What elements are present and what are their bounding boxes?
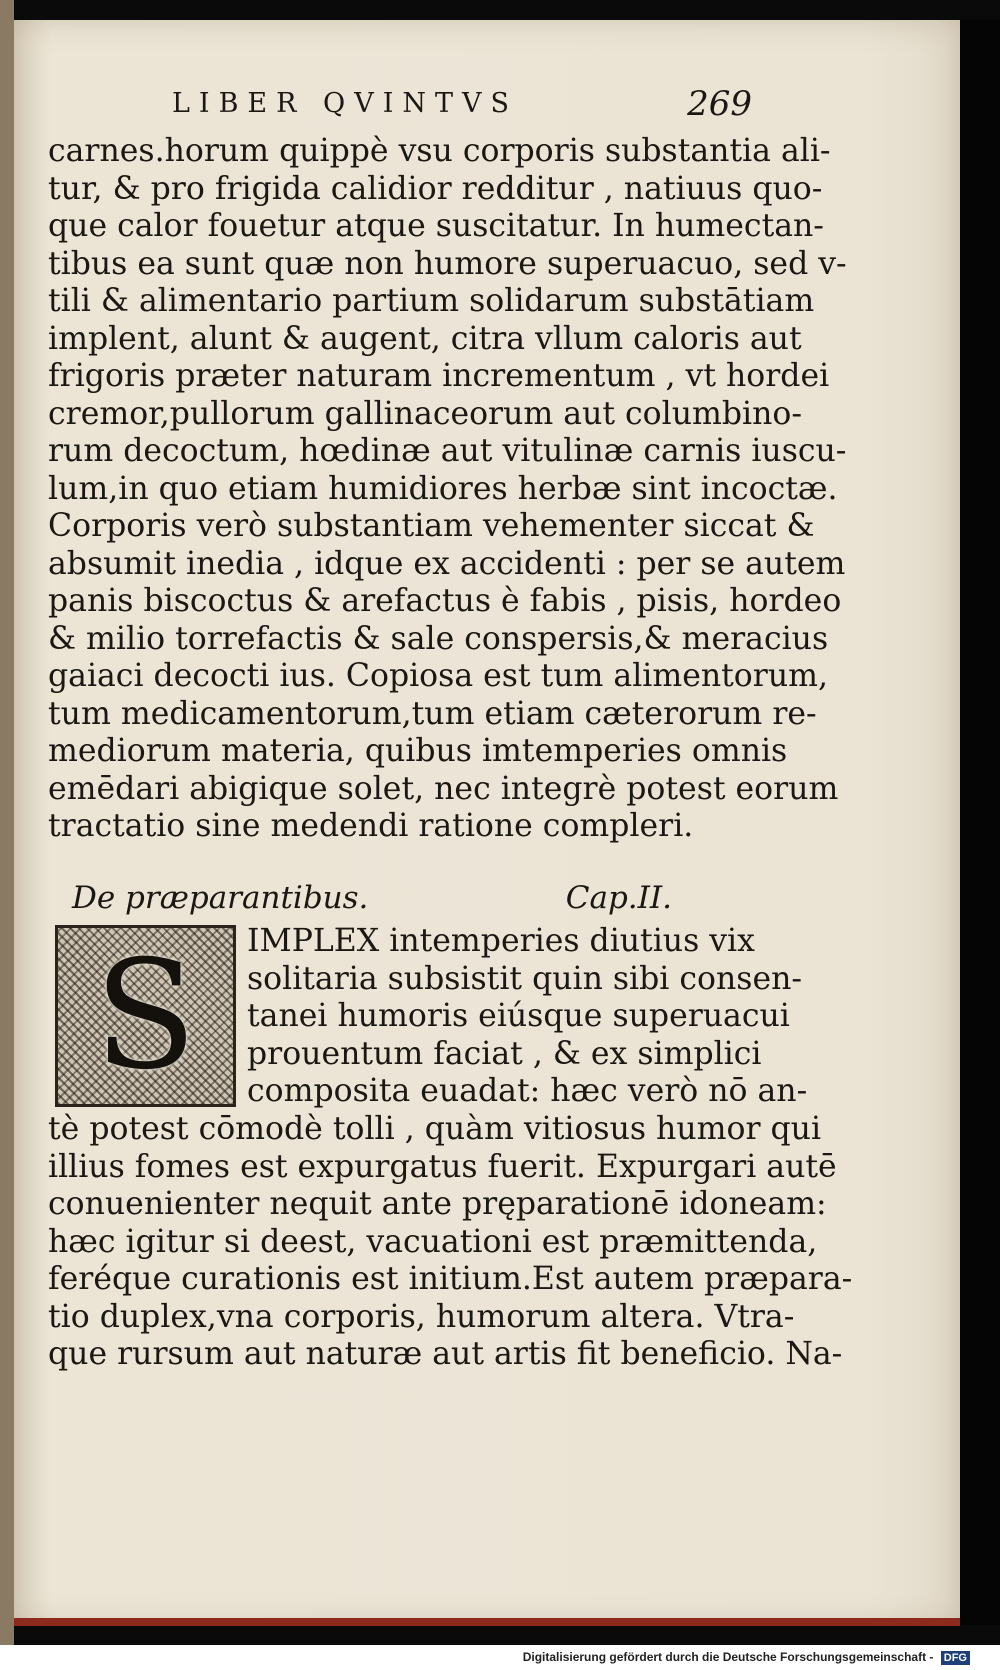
text-line: tè potest cōmodè tolli , quàm vitiosus humor qui <box>48 1111 822 1147</box>
text-line: tibus ea sunt quæ non humore superuacuo, sed v- <box>48 245 847 282</box>
text-line: panis biscoctus & arefactus è fabis , pisis, hordeo <box>48 583 842 619</box>
chapter-title: De præparantibus. <box>72 880 369 916</box>
text-line: prouentum faciat , & ex simplici <box>247 1035 762 1072</box>
text-line: tanei humoris eiúsque superuacui <box>247 998 790 1034</box>
page-header <box>62 84 752 124</box>
text-line: frigoris præter naturam incrementum , vt hordei <box>48 358 830 394</box>
body-text-indented <box>247 923 808 1111</box>
text-line: tum medicamentorum,tum etiam cæterorum re- <box>48 695 817 732</box>
page-right-shadow <box>960 20 1000 1625</box>
text-line: conuenienter nequit ante pręparationē idoneam: <box>48 1186 827 1222</box>
text-line: tili & alimentario partium solidarum substātiam <box>48 283 815 319</box>
text-line: gaiaci decocti ius. Copiosa est tum alimentorum, <box>48 658 828 694</box>
text-line: absumit inedia , idque ex accidenti : per se autem <box>48 545 846 582</box>
running-title: LIBER QVINTVS <box>172 88 518 119</box>
page-bottom-edge <box>14 1618 960 1626</box>
text-line: rum decoctum, hœdinæ aut vitulinæ carnis iuscu- <box>48 433 847 469</box>
body-text-bottom <box>48 1111 853 1374</box>
initial-letter: S <box>94 929 197 1103</box>
text-line: tio duplex,vna corporis, humorum altera. Vtra- <box>48 1298 795 1335</box>
page-number: 269 <box>687 84 752 124</box>
chapter-number: Cap.II. <box>565 880 672 916</box>
body-text-top <box>48 133 847 846</box>
text-line: tractatio sine medendi ratione compleri. <box>48 808 694 844</box>
text-line: composita euadat: hæc verò nō an- <box>247 1073 808 1109</box>
dfg-logo: DFG <box>941 1651 970 1665</box>
chapter-heading <box>72 880 672 920</box>
text-line: mediorum materia, quibus imtemperies omnis <box>48 733 788 769</box>
text-line: Corporis verò substantiam vehementer siccat & <box>48 508 815 544</box>
page-left-edge <box>0 0 14 1645</box>
text-line: cremor,pullorum gallinaceorum aut columbino- <box>48 395 803 432</box>
text-line: illius fomes est expurgatus fuerit. Expurgari autē <box>48 1148 837 1185</box>
text-line: hæc igitur si deest, vacuationi est præmittenda, <box>48 1223 818 1260</box>
text-line: carnes.horum quippè vsu corporis substantia ali- <box>48 133 831 169</box>
text-line: lum,in quo etiam humidiores herbæ sint incoctæ. <box>48 470 838 507</box>
text-line: tur, & pro frigida calidior redditur , natiuus quo- <box>48 170 823 207</box>
text-line: emēdari abigique solet, nec integrè potest eorum <box>48 770 839 807</box>
funding-credit <box>523 1650 970 1668</box>
decorated-initial <box>55 925 236 1107</box>
funding-credit-text: Digitalisierung gefördert durch die Deutsche Forschungsgemeinschaft - <box>522 1650 934 1664</box>
text-line: IMPLEX intemperies diutius vix <box>247 923 755 959</box>
text-line: solitaria subsistit quin sibi consen- <box>247 960 803 997</box>
text-line: implent, alunt & augent, citra vllum caloris aut <box>48 320 802 357</box>
text-line: que rursum aut naturæ aut artis fit beneficio. Na- <box>48 1336 843 1372</box>
text-line: & milio torrefactis & sale conspersis,& meracius <box>48 620 829 657</box>
text-line: feréque curationis est initium.Est autem præpara- <box>48 1261 853 1297</box>
text-line: que calor fouetur atque suscitatur. In humectan- <box>48 208 824 244</box>
